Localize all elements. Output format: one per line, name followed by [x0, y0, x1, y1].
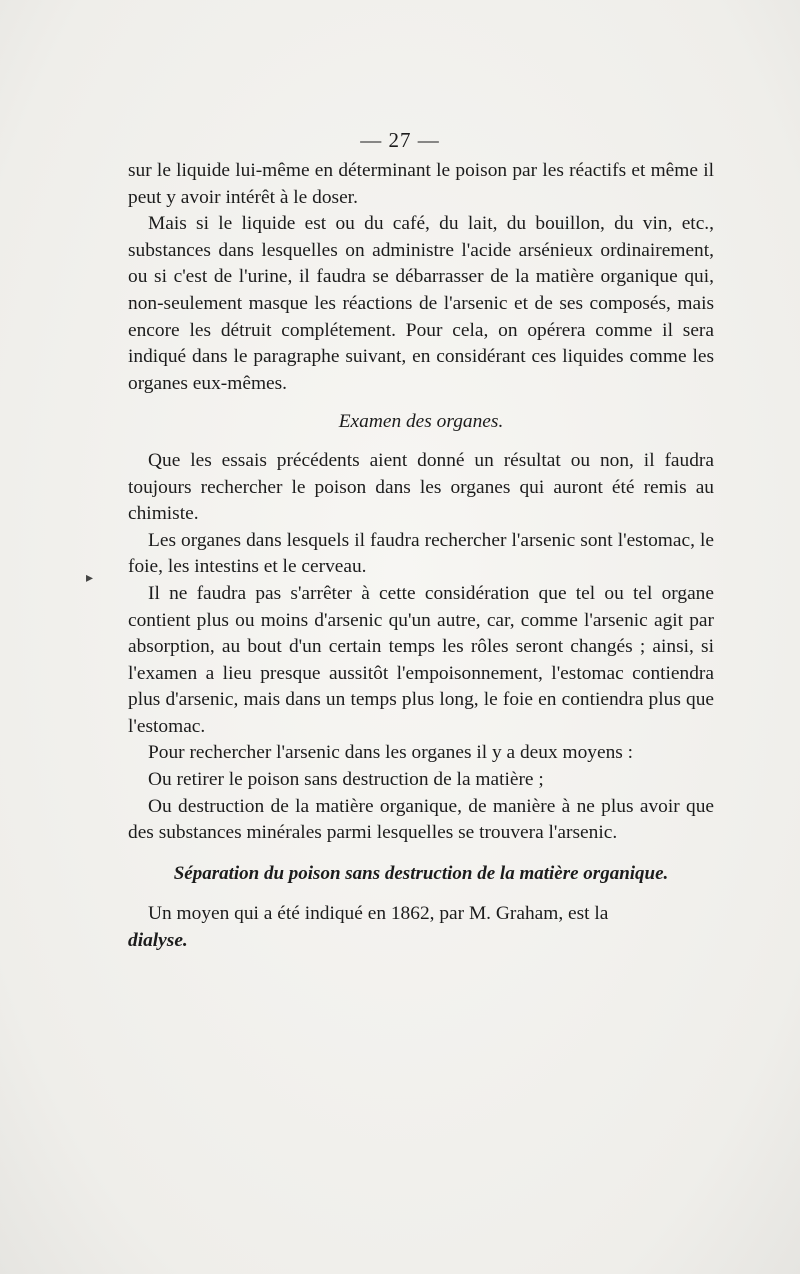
- margin-mark: ▸: [86, 571, 94, 586]
- paragraph-3: Que les essais précédents aient donné un résultat ou non, il faudra toujours rechercher le poison dans les organes qui auront été remis au chimiste.: [128, 449, 714, 525]
- paragraph-2: Mais si le liquide est ou du café, du lait, du bouillon, du vin, etc., substances dans lesquelles on administre l'acide arsénieux ordinairement, ou si c'est de l'urine, il faudra se débarrasser de la matière organique qui, non-seulement masque les réactions de l'arsenic et de ses composés, mais encore les détruit complétement. Pour cela, on opérera comme il sera indiqué dans le paragraphe suivant, en considérant ces liquides comme les organes eux-mêmes.: [128, 213, 714, 394]
- paragraph-1: sur le liquide lui-même en déterminant le poison par les réactifs et même il peut y avoir intérêt à le doser.: [128, 160, 714, 208]
- paragraph-9-text: Un moyen qui a été indiqué en 1862, par M. Graham, est la: [148, 903, 609, 925]
- section-heading-separation: Séparation du poison sans destruction de la matière organique.: [173, 862, 669, 884]
- paragraph-6: Pour rechercher l'arsenic dans les organes il y a deux moyens :: [148, 742, 634, 764]
- body-text: [128, 158, 714, 955]
- paragraph-7: Ou retirer le poison sans destruction de la matière ;: [148, 769, 544, 791]
- page-number: — 27 —: [360, 128, 440, 152]
- dialyse-term: dialyse.: [128, 930, 188, 952]
- paragraph-8: Ou destruction de la matière organique, de manière à ne plus avoir que des substances minérales parmi lesquelles se trouvera l'arsenic.: [128, 795, 714, 844]
- paragraph-9: [128, 901, 714, 954]
- paragraph-4: Les organes dans lesquels il faudra rechercher l'arsenic sont l'estomac, le foie, les intestins et le cerveau.: [128, 529, 714, 578]
- section-heading-examen: Examen des organes.: [338, 411, 504, 433]
- paragraph-5: Il ne faudra pas s'arrêter à cette considération que tel ou tel organe contient plus ou moins d'arsenic qu'un autre, car, comme l'arsenic agit par absorption, au bout d'un certain temps les rôles seront changés ; ainsi, si l'examen a lieu presque aussitôt l'empoisonnement, l'estomac contiendra plus d'arsenic, mais dans un temps plus long, le foie en contiendra plus que l'estomac.: [128, 582, 714, 737]
